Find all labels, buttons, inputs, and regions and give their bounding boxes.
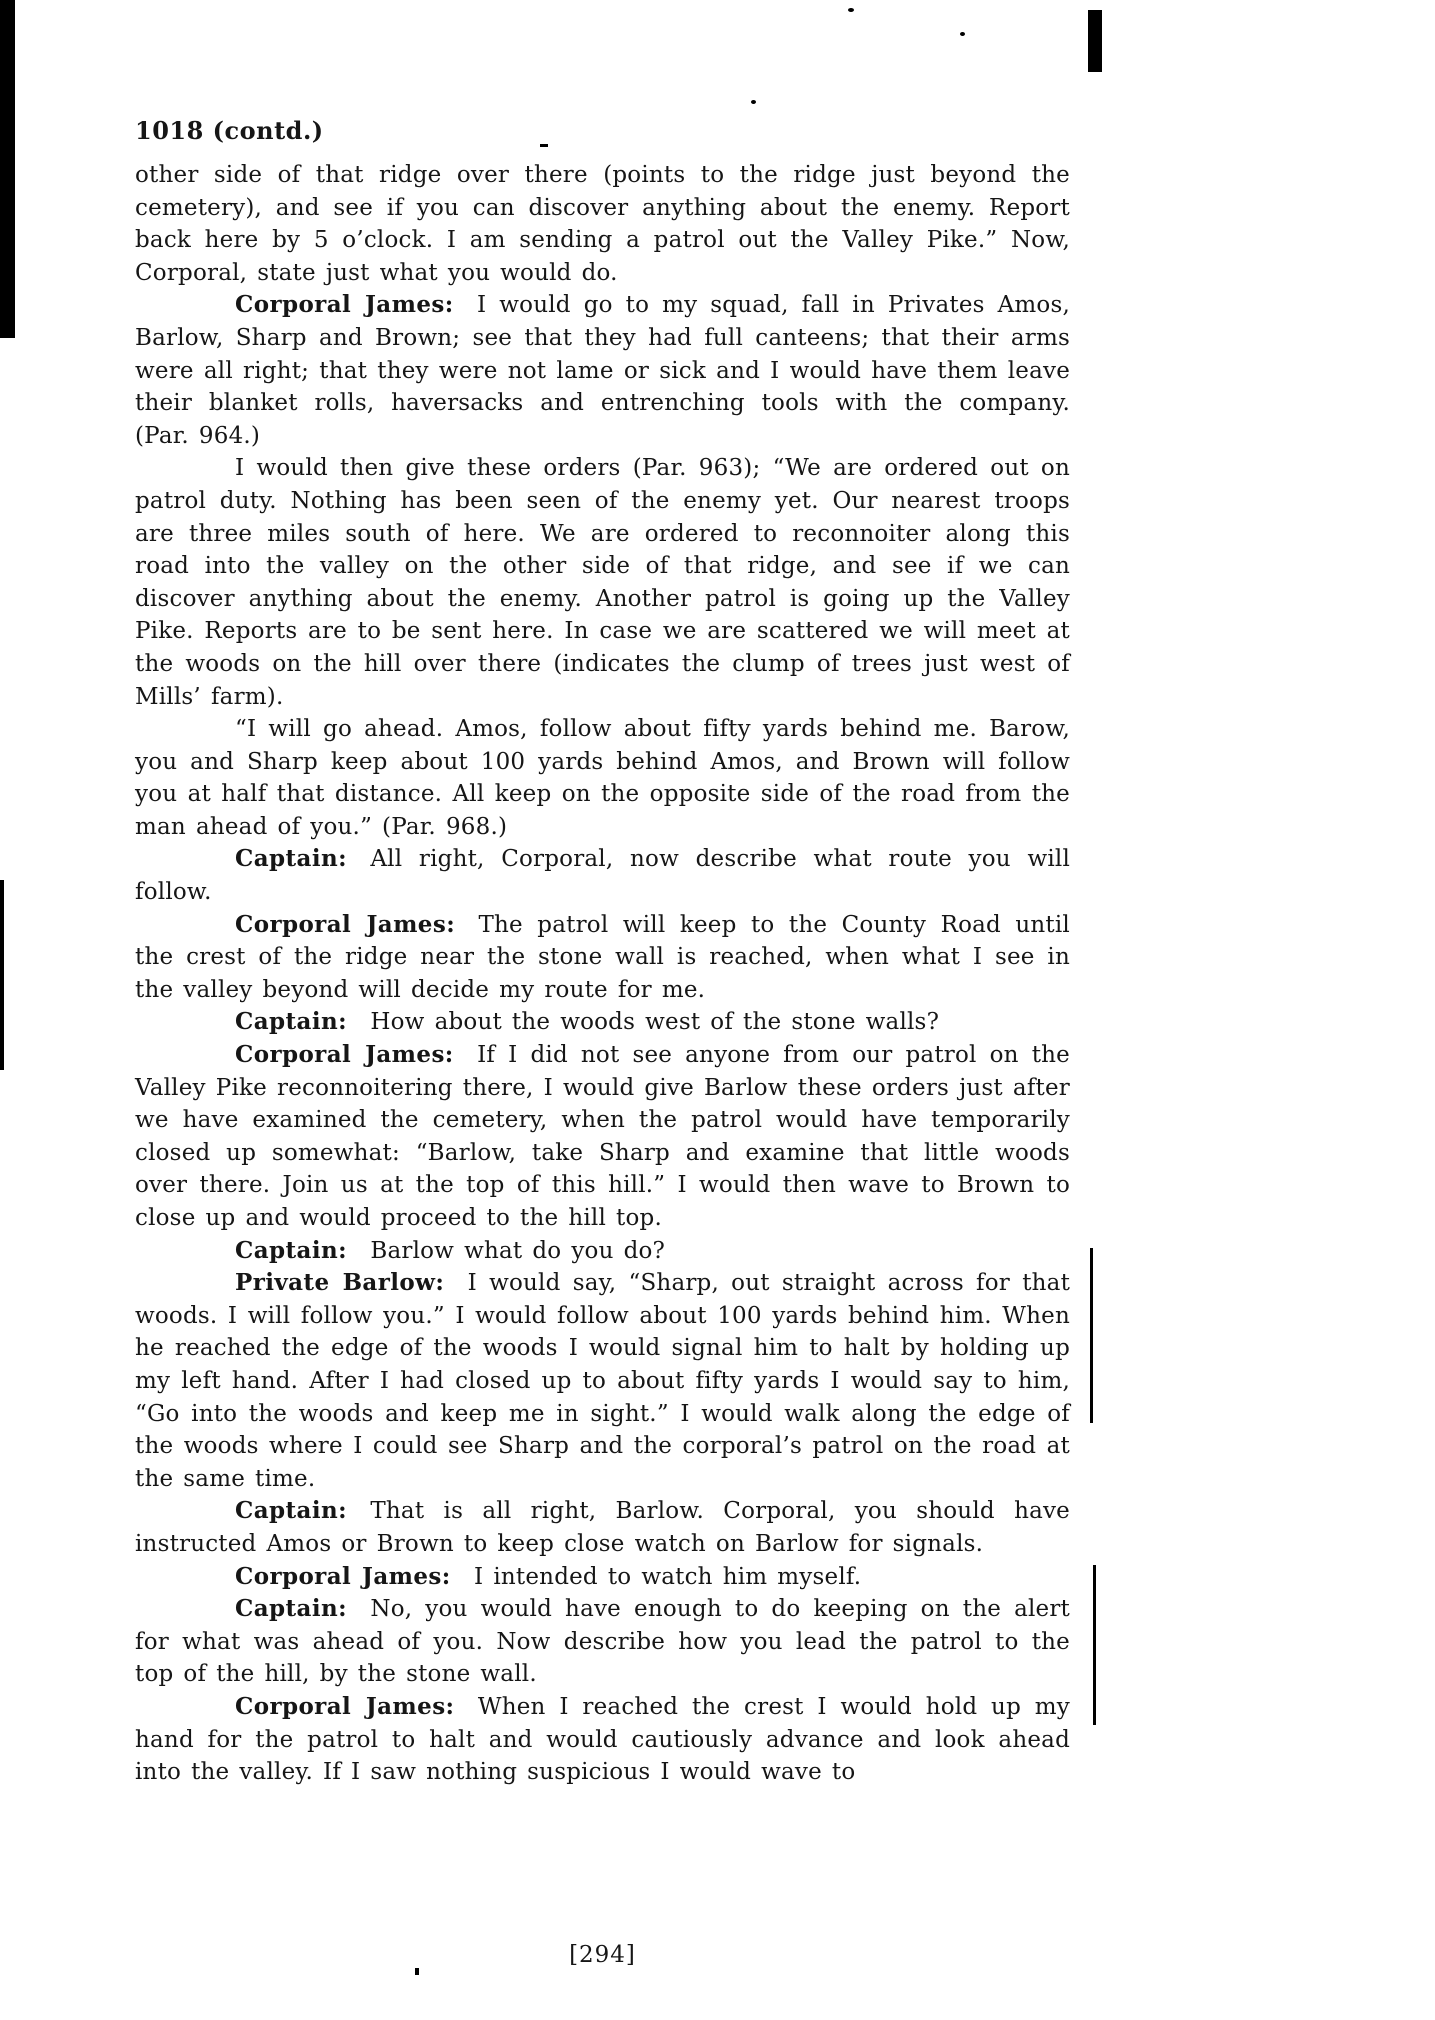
- paragraph: Captain: How about the woods west of the stone walls?: [235, 1008, 940, 1036]
- paragraph: Corporal James: If I did not see anyone from our patrol on the Valley Pike reconnoitering there, I would give Barlow these orders just after we have examined the cemetery, when the patrol would have temporarily closed up somewhat: “Barlow, take Sharp and examine that little woods over there. Join us at the top of this hill.” I would then wave to Brown to close up and would proceed to the hill top.: [135, 1041, 1070, 1231]
- page-content: [135, 116, 1070, 1789]
- paragraph: Corporal James: I would go to my squad, fall in Privates Amos, Barlow, Sharp and Brown; see that they had full canteens; that their arms were all right; that they were not lame or sick and I would have them leave their blanket rolls, haversacks and entrenching tools with the company. (Par. 964.): [135, 291, 1070, 449]
- scan-artifact-left-bar: [0, 0, 15, 338]
- scan-artifact-right-line: [1093, 1565, 1096, 1725]
- speaker-label: Corporal James:: [235, 1041, 454, 1069]
- speaker-label: Captain:: [235, 845, 347, 873]
- paragraph: Captain: That is all right, Barlow. Corporal, you should have instructed Amos or Brown to keep close watch on Barlow for signals.: [135, 1497, 1070, 1557]
- speaker-label: Corporal James:: [235, 1562, 451, 1590]
- scan-artifact-dot: [415, 1968, 419, 1975]
- paragraph: Corporal James: I intended to watch him myself.: [235, 1562, 862, 1590]
- paragraph: other side of that ridge over there (points to the ridge just beyond the cemetery), and see if you can discover anything about the enemy. Report back here by 5 o’clock. I am sending a patrol out the Valley Pike.” Now, Corporal, state just what you would do.: [135, 162, 1070, 286]
- speaker-label: Corporal James:: [235, 910, 456, 938]
- paragraph: I would then give these orders (Par. 963); “We are ordered out on patrol duty. Nothing has been seen of the enemy yet. Our nearest troops are three miles south of here. We are ordered to reconnoiter along this road into the valley on the other side of that ridge, and see if we can discover anything about the enemy. Another patrol is going up the Valley Pike. Reports are to be sent here. In case we are scattered we will meet at the woods on the hill over there (indicates the clump of trees just west of Mills’ farm).: [135, 455, 1070, 710]
- speaker-label: Captain:: [235, 1008, 347, 1036]
- scan-artifact-dot: [848, 8, 854, 12]
- speaker-label: Corporal James:: [235, 291, 454, 319]
- scan-artifact-left-line: [0, 880, 4, 1070]
- scan-artifact-right-line: [1090, 1248, 1093, 1423]
- paragraph: Captain: All right, Corporal, now describe what route you will follow.: [135, 845, 1070, 906]
- scan-artifact-dot: [751, 100, 756, 104]
- paragraph: Private Barlow: I would say, “Sharp, out straight across for that woods. I will follow you.” I would follow about 100 yards behind him. When he reached the edge of the woods I would signal him to halt by holding up my left hand. After I had closed up to about fifty yards I would say to him, “Go into the woods and keep me in sight.” I would walk along the edge of the woods where I could see Sharp and the corporal’s patrol on the road at the same time.: [135, 1269, 1071, 1492]
- speaker-label: Private Barlow:: [235, 1269, 445, 1297]
- paragraph: “I will go ahead. Amos, follow about fifty yards behind me. Barow, you and Sharp keep about 100 yards behind Amos, and Brown will follow you at half that distance. All keep on the opposite side of the road from the man ahead of you.” (Par. 968.): [135, 716, 1070, 840]
- page-number-header: 1018 (contd.): [135, 116, 324, 145]
- paragraph: Captain: Barlow what do you do?: [235, 1236, 666, 1264]
- speaker-label: Captain:: [235, 1595, 347, 1623]
- speaker-label: Captain:: [235, 1497, 347, 1525]
- speaker-label: Corporal James:: [235, 1692, 455, 1720]
- paragraph: Corporal James: The patrol will keep to the County Road until the crest of the ridge near the stone wall is reached, when what I see in the valley beyond will decide my route for me.: [135, 910, 1070, 1003]
- paragraph: Captain: No, you would have enough to do keeping on the alert for what was ahead of you. Now describe how you lead the patrol to the top of the hill, by the stone wall.: [135, 1595, 1070, 1688]
- text-block: [135, 159, 1070, 1789]
- speaker-label: Captain:: [235, 1236, 347, 1264]
- scan-artifact-dot: [960, 32, 965, 36]
- page-number-footer: [294]: [569, 1942, 636, 1968]
- scan-artifact-top-right: [1088, 10, 1102, 72]
- paragraph: Corporal James: When I reached the crest I would hold up my hand for the patrol to halt and would cautiously advance and look ahead into the valley. If I saw nothing suspicious I would wave to: [135, 1692, 1070, 1786]
